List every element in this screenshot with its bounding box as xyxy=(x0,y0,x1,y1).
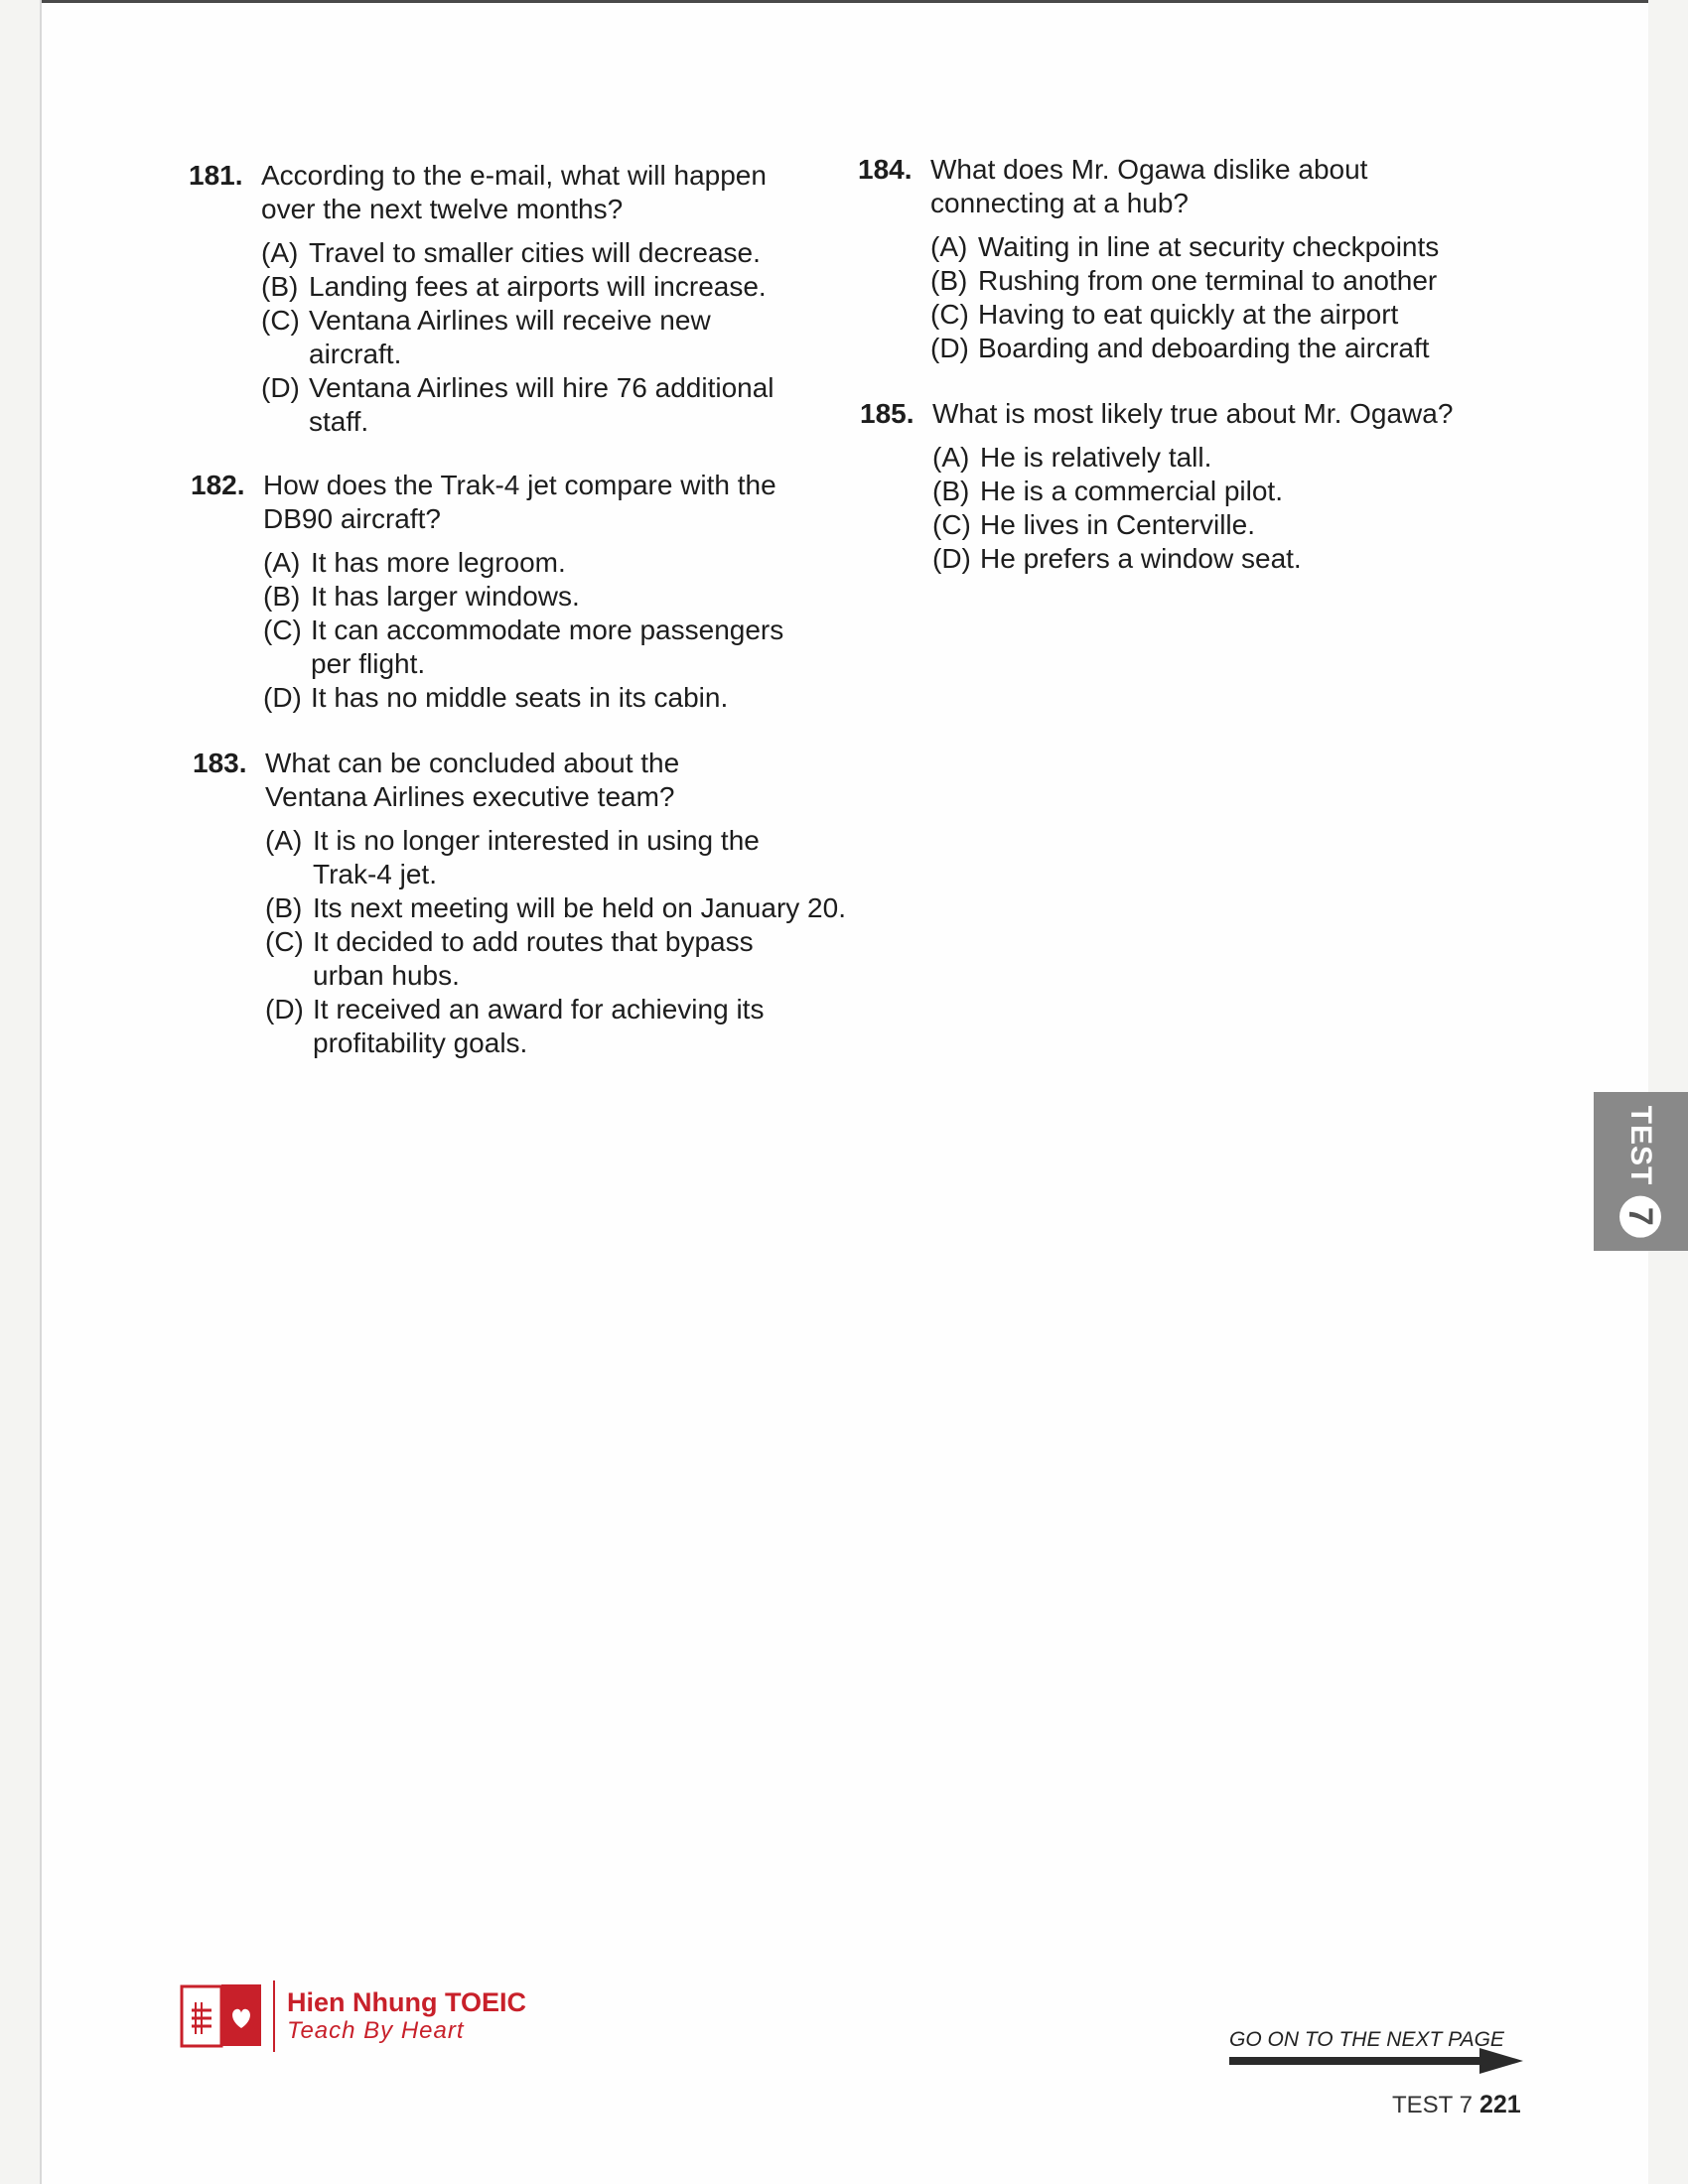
page-number: 221 xyxy=(1479,2091,1521,2118)
brand-name: Hien Nhung TOEIC xyxy=(287,1987,526,2017)
option-text: Ventana Airlines will hire 76 additional staff. xyxy=(309,372,774,437)
footer-test-label: TEST 7 xyxy=(1392,2092,1473,2118)
option-text: He prefers a window seat. xyxy=(980,543,1302,574)
option-letter: (B) xyxy=(263,581,301,612)
option-c[interactable] xyxy=(263,614,826,681)
book-heart-icon xyxy=(178,1980,265,2052)
option-letter: (C) xyxy=(932,509,971,540)
option-letter: (B) xyxy=(261,271,299,302)
option-d[interactable] xyxy=(265,993,781,1060)
option-letter: (C) xyxy=(265,926,304,957)
option-d[interactable] xyxy=(261,371,824,439)
question-182 xyxy=(191,469,826,715)
question-183 xyxy=(193,747,848,1060)
option-a[interactable] xyxy=(932,441,1515,475)
option-b[interactable] xyxy=(263,580,826,614)
option-b[interactable] xyxy=(261,270,824,304)
option-c[interactable] xyxy=(930,298,1513,332)
option-letter: (B) xyxy=(930,265,968,296)
option-letter: (A) xyxy=(265,825,303,856)
option-text: Landing fees at airports will increase. xyxy=(309,271,767,302)
question-181 xyxy=(189,159,824,439)
option-d[interactable] xyxy=(263,681,826,715)
question-stem: According to the e-mail, what will happen over the next twelve months? xyxy=(261,160,767,224)
option-c[interactable] xyxy=(265,925,781,993)
option-text: He lives in Centerville. xyxy=(980,509,1255,540)
option-text: It is no longer interested in using the Trak-4 jet. xyxy=(313,825,760,889)
brand-tagline: Teach By Heart xyxy=(287,2017,465,2044)
option-text: He is a commercial pilot. xyxy=(980,476,1283,506)
option-letter: (A) xyxy=(261,237,299,268)
test-side-tab xyxy=(1594,1092,1688,1251)
option-letter: (C) xyxy=(930,299,969,330)
option-text: It has no middle seats in its cabin. xyxy=(311,682,729,713)
logo-divider xyxy=(273,1980,275,2052)
option-letter: (D) xyxy=(263,682,302,713)
option-a[interactable] xyxy=(265,824,781,891)
option-text: It has larger windows. xyxy=(311,581,580,612)
option-d[interactable] xyxy=(932,542,1515,576)
option-letter: (A) xyxy=(263,547,301,578)
option-letter: (B) xyxy=(265,892,303,923)
question-stem: How does the Trak-4 jet compare with the DB90 aircraft? xyxy=(263,470,776,534)
option-text: Boarding and deboarding the aircraft xyxy=(978,333,1430,363)
option-text: He is relatively tall. xyxy=(980,442,1212,473)
option-letter: (C) xyxy=(263,614,302,645)
option-letter: (C) xyxy=(261,305,300,336)
question-number: 184. xyxy=(858,154,913,185)
option-letter: (A) xyxy=(932,442,970,473)
arrow-right-icon xyxy=(1229,2048,1523,2074)
option-letter: (D) xyxy=(265,994,304,1024)
option-text: It has more legroom. xyxy=(311,547,566,578)
document-page xyxy=(40,0,1660,2184)
option-c[interactable] xyxy=(261,304,718,371)
question-number: 183. xyxy=(193,748,247,778)
option-letter: (B) xyxy=(932,476,970,506)
question-stem: What is most likely true about Mr. Ogawa? xyxy=(932,398,1454,429)
option-text: Ventana Airlines will receive new aircraft. xyxy=(309,305,711,369)
question-stem: What can be concluded about the Ventana Airlines executive team? xyxy=(265,748,680,812)
option-text: It received an award for achieving its profitability goals. xyxy=(313,994,765,1058)
option-letter: (D) xyxy=(261,372,300,403)
option-text: It can accommodate more passengers per flight. xyxy=(311,614,784,679)
question-number: 182. xyxy=(191,470,245,500)
option-text: Waiting in line at security checkpoints xyxy=(978,231,1440,262)
option-b[interactable] xyxy=(265,891,848,925)
option-b[interactable] xyxy=(932,475,1515,508)
question-stem: What does Mr. Ogawa dislike about connecting at a hub? xyxy=(930,154,1368,218)
option-c[interactable] xyxy=(932,508,1515,542)
option-letter: (D) xyxy=(930,333,969,363)
option-text: Travel to smaller cities will decrease. xyxy=(309,237,761,268)
option-a[interactable] xyxy=(261,236,824,270)
question-184 xyxy=(858,153,1513,365)
option-a[interactable] xyxy=(263,546,826,580)
option-text: Having to eat quickly at the airport xyxy=(978,299,1399,330)
option-a[interactable] xyxy=(930,230,1513,264)
option-text: Rushing from one terminal to another xyxy=(978,265,1438,296)
option-letter: (D) xyxy=(932,543,971,574)
question-185 xyxy=(860,397,1515,576)
side-tab-label: TEST xyxy=(1624,1105,1657,1186)
question-number: 185. xyxy=(860,398,914,429)
brand-logo xyxy=(178,1980,526,2052)
option-d[interactable] xyxy=(930,332,1513,365)
side-tab-number: 7 xyxy=(1619,1195,1661,1237)
option-b[interactable] xyxy=(930,264,1513,298)
question-number: 181. xyxy=(189,160,243,191)
option-text: Its next meeting will be held on January 20. xyxy=(313,892,846,923)
option-text: It decided to add routes that bypass urban hubs. xyxy=(313,926,754,991)
next-page-notice: GO ON TO THE NEXT PAGE xyxy=(1229,2028,1504,2051)
option-letter: (A) xyxy=(930,231,968,262)
